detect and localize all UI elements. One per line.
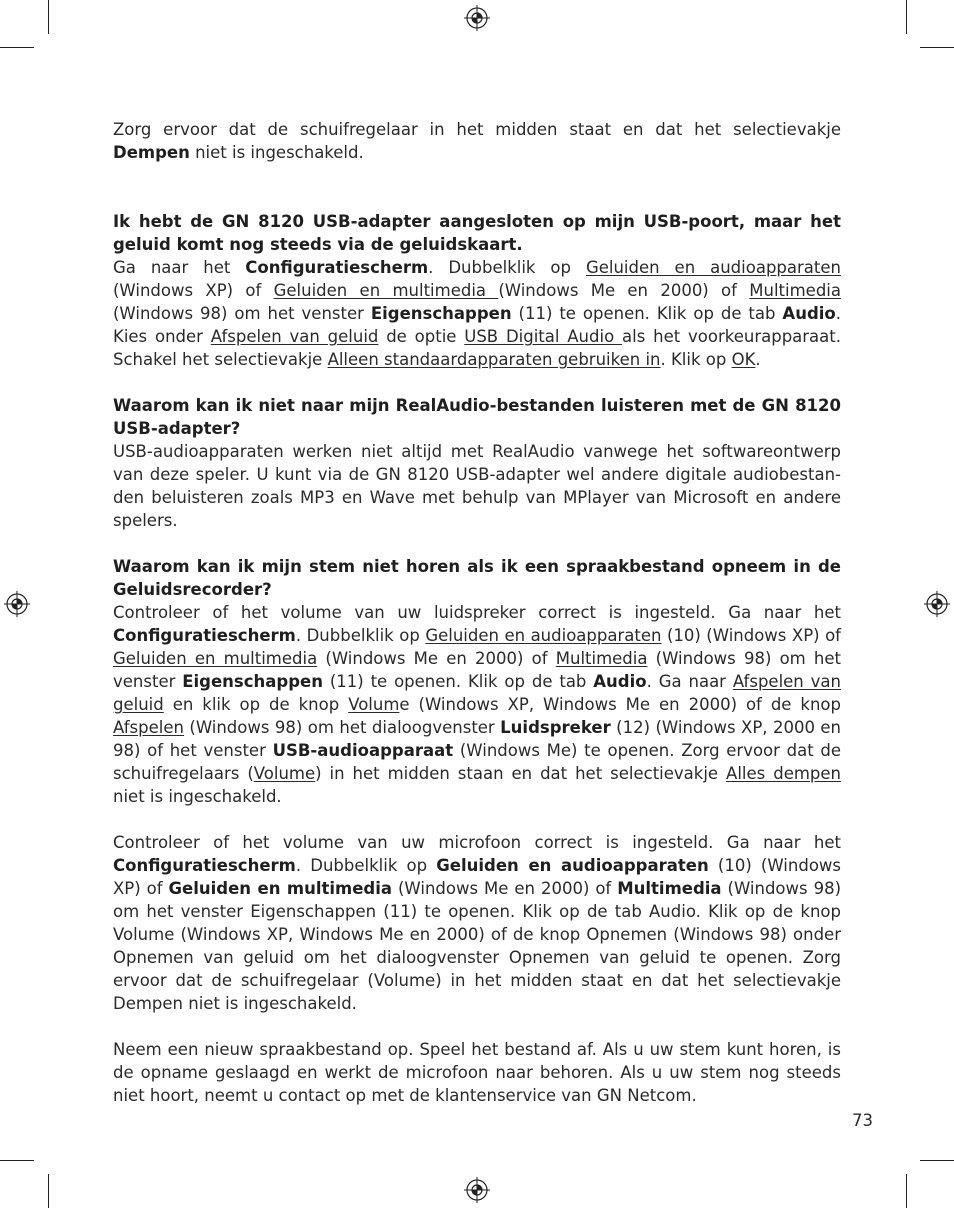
microphone-check-paragraph: Controleer of het volume van uw microfoon correct is ingesteld. Ga naar het Configuratiescherm. Dubbelklik op Geluiden en audioapparaten (10) (Windows XP) of Geluiden en multimedia (Windows Me en 2000) of Multimedia (Windows 98) om het venster Eigenschappen (11) te openen. Klik op de tab Audio. Klik op de knop Volume (Windows XP, Windows Me en 2000) of de knop Opnemen (Windows 98) onder Opnemen van geluid om het dialoogvenster Opnemen van geluid te openen. Zorg ervoor dat de schuifregelaar (Volume) in het midden staat en dat het selectievakje Dempen niet is ingeschakeld. xyxy=(113,833,842,1013)
faq-question-realaudio: Waarom kan ik niet naar mijn RealAudio-bestanden luisteren met de GN 8120 USB-adapter? xyxy=(113,396,841,438)
registration-mark-icon xyxy=(464,5,490,31)
faq-question-usb-adapter: Ik hebt de GN 8120 USB-adapter aangesloten op mijn USB-poort, maar het geluid komt nog steeds via de geluidskaart. xyxy=(113,212,841,254)
crop-mark-bottom-right-horizontal xyxy=(920,1160,954,1161)
crop-mark-top-left-horizontal xyxy=(0,47,34,48)
document-body xyxy=(113,118,841,1107)
page-number: 73 xyxy=(852,1111,873,1130)
crop-mark-bottom-left-horizontal xyxy=(0,1160,34,1161)
registration-mark-icon xyxy=(924,591,950,617)
intro-paragraph: Zorg ervoor dat de schuifregelaar in het midden staat en dat het selectievakje Dempen niet is ingeschakeld. xyxy=(113,120,841,162)
faq-answer-usb-adapter: Ga naar het Configuratiescherm. Dubbelklik op Geluiden en audioapparaten (Windows XP) of Geluiden en multimedia (Windows Me en 2000) of Multimedia (Windows 98) om het venster Eigenschappen (11) te openen. Klik op de tab Audio. Kies onder Afspelen van geluid de optie USB Digital Audio als het voorkeurapparaat. Schakel het selectievakje Alleen standaardapparaten gebruiken in. Klik op OK. xyxy=(113,258,841,369)
crop-mark-top-right-vertical xyxy=(906,0,907,34)
crop-mark-top-right-horizontal xyxy=(920,47,954,48)
crop-mark-bottom-left-vertical xyxy=(48,1174,49,1208)
crop-mark-bottom-right-vertical xyxy=(906,1174,907,1208)
registration-mark-icon xyxy=(4,591,30,617)
faq-question-voice-recording: Waarom kan ik mijn stem niet horen als ik een spraakbestand opneem in de Geluidsrecorder? xyxy=(113,557,841,599)
crop-mark-top-left-vertical xyxy=(48,0,49,34)
faq-answer-voice-recording: Controleer of het volume van uw luidspreker correct is ingesteld. Ga naar het Configuratiescherm. Dubbelklik op Geluiden en audioapparaten (10) (Windows XP) of Geluiden en multimedia (Windows Me en 2000) of Multimedia (Windows 98) om het venster Eigenschappen (11) te openen. Klik op de tab Audio. Ga naar Afspelen van geluid en klik op de knop Volume (Windows XP, Windows Me en 2000) of de knop Afspelen (Windows 98) om het dialoogvenster Luidspreker (12) (Windows XP, 2000 en 98) of het venster USB-audioapparaat (Windows Me) te openen. Zorg ervoor dat de schuifregelaars (Volume) in het midden staan en dat het selectievakje Alles dempen niet is ingeschakeld. xyxy=(113,603,842,806)
registration-mark-icon xyxy=(464,1177,490,1203)
new-recording-paragraph: Neem een nieuw spraakbestand op. Speel het bestand af. Als u uw stem kunt horen, is de opname geslaagd en werkt de microfoon naar behoren. Als u uw stem nog steeds niet hoort, neemt u contact op met de klantenservice van GN Netcom. xyxy=(113,1040,841,1105)
faq-answer-realaudio: USB-audioapparaten werken niet altijd met RealAudio vanwege het softwareontwerp van deze speler. U kunt via de GN 8120 USB-adapter wel andere digitale audiobestan-den beluisteren zoals MP3 en Wave met behulp van MPlayer van Microsoft en andere spelers. xyxy=(113,442,841,530)
